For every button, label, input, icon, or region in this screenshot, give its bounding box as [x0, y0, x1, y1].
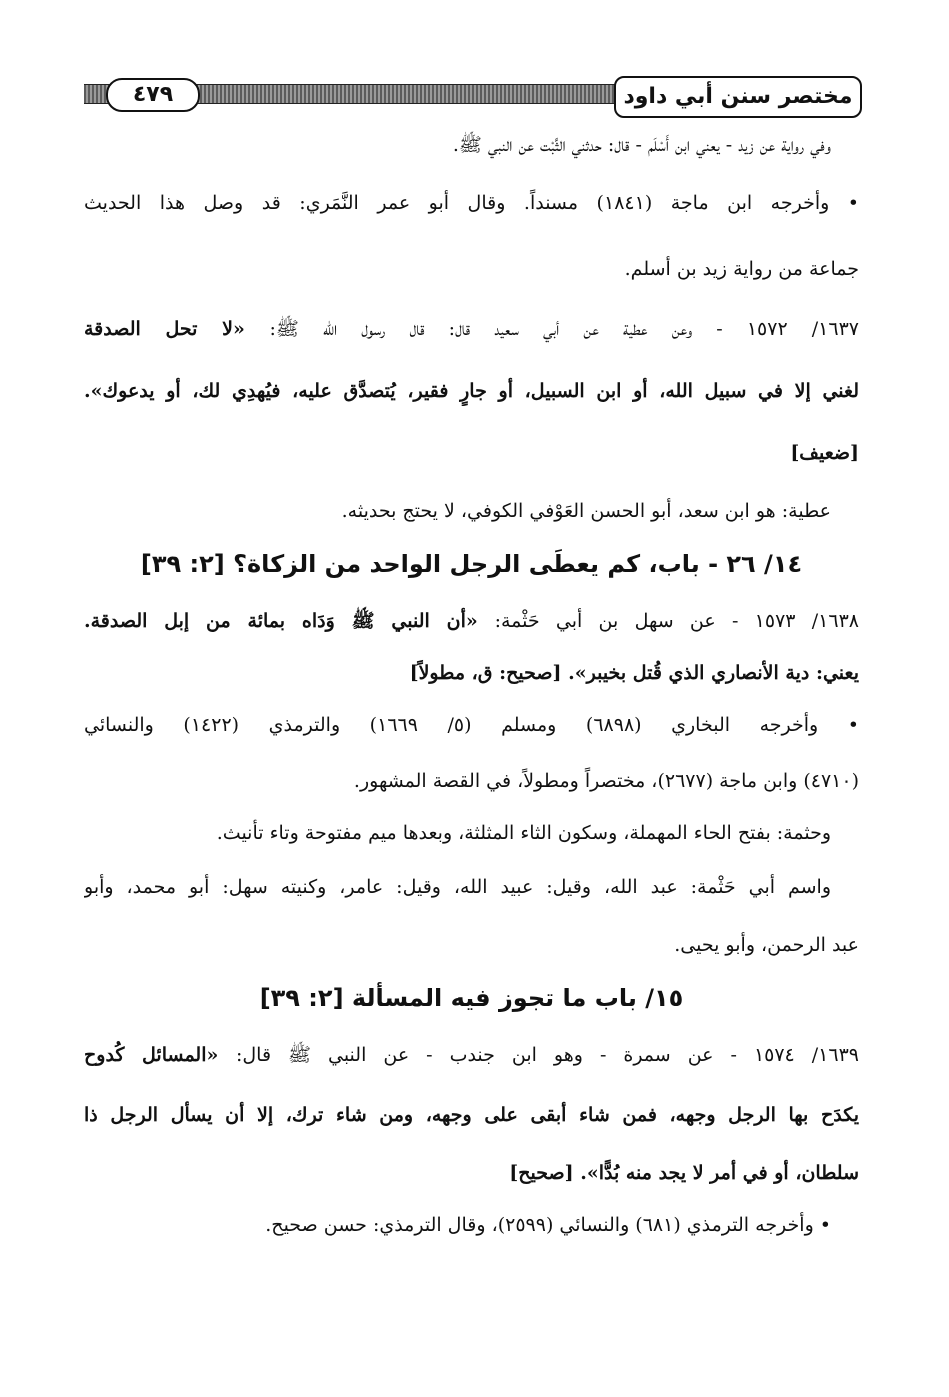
- text-line: عبد الرحمن، وأبو يحيى.: [674, 934, 859, 956]
- hadith-text: «المسائل كُدوح: [84, 1044, 236, 1066]
- text-line: وفي رواية عن زيد - يعني ابن أَسْلَم - قال: حدثني الثَّبْت عن النبي ﷺ.: [452, 134, 831, 156]
- running-header: [84, 76, 859, 118]
- text-line: جماعة من رواية زيد بن أسلم.: [624, 258, 859, 280]
- hadith-number: ١٦٣٨/ ١٥٧٣ - عن سهل بن أبي حَثْمة:: [494, 610, 859, 632]
- page-body: [84, 124, 859, 1240]
- chapter-heading: ١٤/ ٢٦ - باب، كم يعطَى الرجل الواحد من الزكاة؟ [٢: ٣٩]: [140, 550, 803, 578]
- hadith-line: [84, 1040, 859, 1070]
- text-line: • وأخرجه البخاري (٦٨٩٨) ومسلم (٥/ ١٦٦٩) والترمذي (١٤٢٢) والنسائي: [84, 714, 859, 736]
- hadith-line: لغني إلا في سبيل الله، أو ابن السبيل، أو جارٍ فقير، يُتصدَّق عليه، فيُهدِي لك، أو يدعوك».: [84, 380, 859, 402]
- book-title: مختصر سنن أبي داود: [614, 76, 862, 118]
- hadith-line: [84, 606, 859, 636]
- hadith-text: «أن النبي ﷺ وَدَاه بمائة من إبل الصدقة.: [84, 610, 495, 632]
- hadith-line: يعني: دية الأنصاري الذي قُتل بخيبر». [صحيح: ق، مطولاً]: [409, 662, 859, 684]
- text-line: عطية: هو ابن سعد، أبو الحسن العَوْفي الكوفي، لا يحتج بحديثه.: [341, 500, 831, 522]
- chapter-heading: ١٥/ باب ما تجوز فيه المسألة [٢: ٣٩]: [259, 984, 684, 1012]
- text-line: • وأخرجه ابن ماجة (١٨٤١) مسنداً. وقال أبو عمر النَّمَري: قد وصل هذا الحديث: [84, 192, 859, 214]
- text-line: وحثمة: بفتح الحاء المهملة، وسكون الثاء المثلثة، وبعدها ميم مفتوحة وتاء تأنيث.: [216, 822, 831, 844]
- hadith-number: ١٦٣٧/ ١٥٧٢ - وعن عطية عن أبي سعيد قال: قال رسول الله ﷺ:: [269, 318, 859, 340]
- text-line: واسم أبي حَثْمة: عبد الله، وقيل: عبيد الله، وقيل: عامر، وكنيته سهل: أبو محمد، وأبو: [84, 876, 831, 898]
- hadith-line: سلطان، أو في أمر لا يجد منه بُدًّا». [صحيح]: [509, 1162, 859, 1184]
- hadith-line: يكدَح بها الرجل وجهه، فمن شاء أبقى على وجهه، ومن شاء ترك، إلا أن يسأل الرجل ذا: [84, 1104, 859, 1126]
- text-line: • وأخرجه الترمذي (٦٨١) والنسائي (٢٥٩٩)، وقال الترمذي: حسن صحيح.: [265, 1214, 831, 1236]
- grading-label: [ضعيف]: [790, 442, 859, 464]
- hadith-line: [84, 314, 859, 344]
- hadith-text: «لا تحل الصدقة: [84, 318, 270, 340]
- hadith-number: ١٦٣٩/ ١٥٧٤ - عن سمرة - وهو ابن جندب - عن النبي ﷺ قال:: [235, 1044, 859, 1066]
- text-line: (٤٧١٠) وابن ماجة (٢٦٧٧)، مختصراً ومطولاً، في القصة المشهور.: [353, 770, 859, 792]
- page-number: ٤٧٩: [106, 78, 200, 112]
